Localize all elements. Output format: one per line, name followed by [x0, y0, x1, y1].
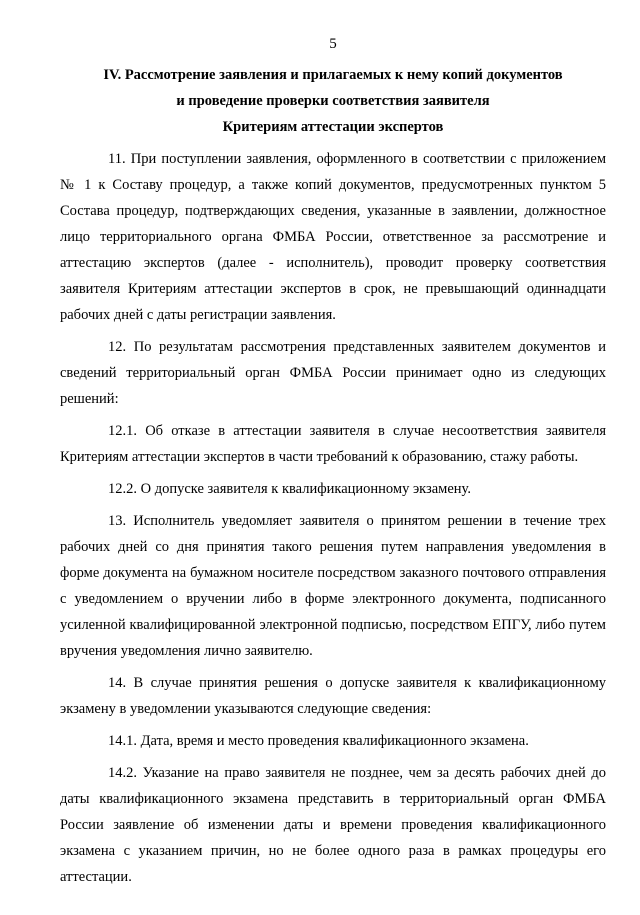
paragraph-14-2: 14.2. Указание на право заявителя не позднее, чем за десять рабочих дней до даты квалификационного экзамена представить в территориальный орган ФМБА России заявление об изменении даты и времени проведения квалификационного экзамена с указанием причин, но не более одного раза в рамках процедуры его аттестации. [60, 765, 606, 885]
section-heading-line-3: Критериям аттестации экспертов [222, 119, 444, 135]
paragraph-12: 12. По результатам рассмотрения представленных заявителем документов и сведений территориальный орган ФМБА России принимает одно из следующих решений: [60, 339, 606, 407]
page-number: 5 [329, 36, 337, 52]
paragraph-12-1: 12.1. Об отказе в аттестации заявителя в случае несоответствия заявителя Критериям аттестации экспертов в части требований к образованию, стажу работы. [60, 423, 606, 465]
paragraph-14-1: 14.1. Дата, время и место проведения квалификационного экзамена. [108, 733, 529, 749]
body-text [60, 146, 606, 890]
paragraph-14: 14. В случае принятия решения о допуске заявителя к квалификационному экзамену в уведомлении указываются следующие сведения: [60, 675, 606, 717]
section-heading-line-2: и проведение проверки соответствия заявителя [176, 93, 490, 109]
section-heading-line-1: IV. Рассмотрение заявления и прилагаемых к нему копий документов [103, 67, 563, 83]
paragraph-12-2: 12.2. О допуске заявителя к квалификационному экзамену. [108, 481, 471, 497]
section-heading [60, 62, 606, 140]
paragraph-11: 11. При поступлении заявления, оформленного в соответствии с приложением № 1 к Составу процедур, а также копий документов, предусмотренных пунктом 5 Состава процедур, подтверждающих сведения, указанные в заявлении, должностное лицо территориального органа ФМБА России, ответственное за рассмотрение и аттестацию экспертов (далее - исполнитель), проводит проверку соответствия заявителя Критериям аттестации экспертов в срок, не превышающий одиннадцати рабочих дней с даты регистрации заявления. [60, 151, 606, 323]
paragraph-13: 13. Исполнитель уведомляет заявителя о принятом решении в течение трех рабочих дней со дня принятия такого решения путем направления уведомления в форме документа на бумажном носителе посредством заказного почтового отправления с уведомлением о вручении либо в форме электронного документа, подписанного усиленной квалифицированной электронной подписью, посредством ЕПГУ, либо путем вручения уведомления лично заявителю. [60, 513, 606, 659]
